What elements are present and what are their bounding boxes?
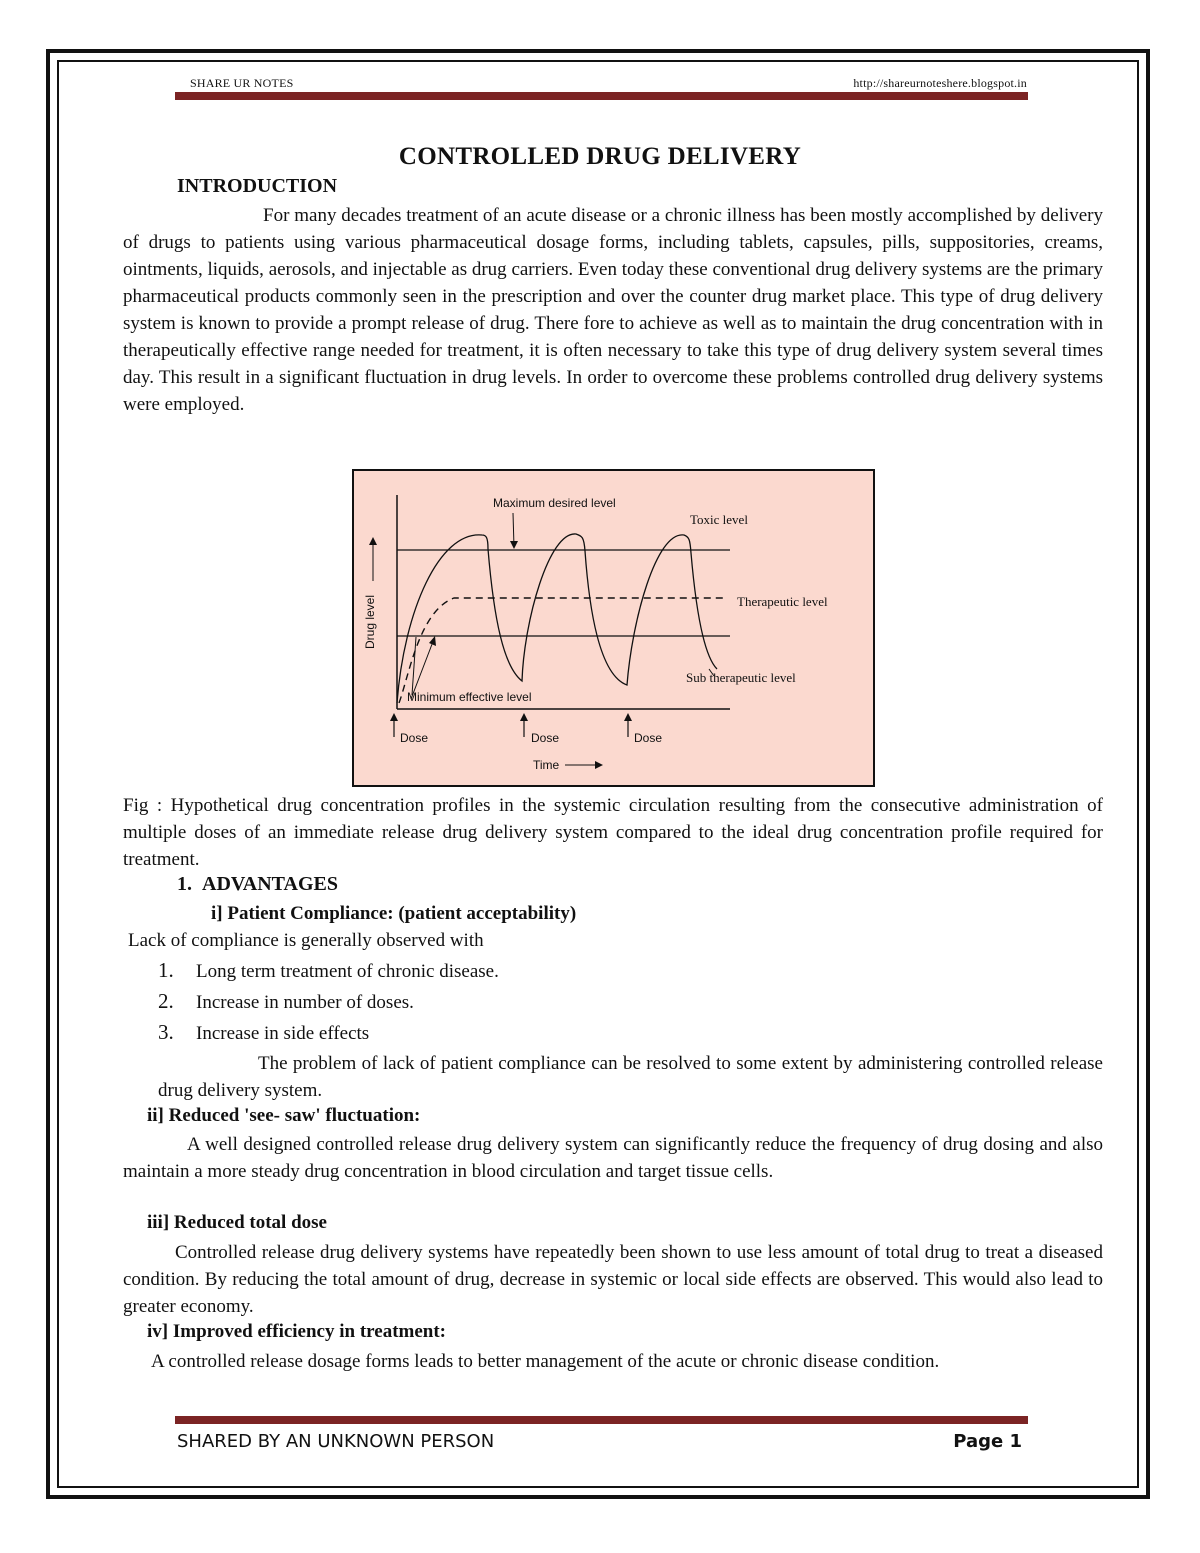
dose-arrowhead-1 (390, 713, 398, 721)
page-title: CONTROLLED DRUG DELIVERY (398, 143, 802, 170)
therapeutic-dashed-curve (399, 598, 726, 703)
dose-label-2: Dose (531, 731, 560, 745)
efficiency-heading: iv] Improved efficiency in treatment: (147, 1321, 446, 1342)
advantages-title: ADVANTAGES (202, 873, 338, 895)
subtherapeutic-level-label: Sub therapeutic level (686, 670, 796, 685)
max-level-label: Maximum desired level (493, 496, 616, 510)
figure-caption: Fig : Hypothetical drug concentration profiles in the systemic circulation resulting from the consecutive administration of multiple doses of an immediate release drug delivery system compared to the ideal drug concentration profile required for treatment. (123, 795, 1103, 870)
dose-arrowhead-3 (624, 713, 632, 721)
list-item: Long term treatment of chronic disease. (196, 961, 499, 982)
introduction-heading: INTRODUCTION (177, 175, 338, 197)
list-item: Increase in side effects (196, 1023, 370, 1044)
introduction-paragraph: For many decades treatment of an acute disease or a chronic illness has been mostly accomplished by delivery of drugs to patients using various pharmaceutical dosage forms, including tablets, capsules, pills, suppositories, creams, ointments, liquids, aerosols, and injectable as drug carriers. Even today these conventional drug delivery systems are the primary pharmaceutical products commonly seen in the prescription and over the counter drug market place. This type of drug delivery system is known to provide a prompt release of drug. There fore to achieve as well as to maintain the drug concentration with in therapeutically effective range needed for treatment, it is often necessary to take this type of drug delivery system several times day. This result in a significant fluctuation in drug levels. In order to overcome these problems controlled drug delivery systems were employed. (123, 205, 1103, 415)
seesaw-paragraph: A well designed controlled release drug delivery system can significantly reduce the frequency of drug dosing and also maintain a more steady drug concentration in blood circulation and target tissue cells. (123, 1134, 1103, 1182)
patient-compliance-paragraph: The problem of lack of patient compliance can be resolved to some extent by administering controlled release drug delivery system. (158, 1053, 1103, 1101)
list-item-number: 1. (158, 958, 174, 982)
total-dose-heading: iii] Reduced total dose (147, 1212, 327, 1233)
page-number: Page 1 (953, 1431, 1022, 1452)
footer-left: SHARED BY AN UNKNOWN PERSON (177, 1431, 495, 1452)
dose-label-1: Dose (400, 731, 429, 745)
footer-rule (175, 1416, 1028, 1424)
list-item-number: 2. (158, 989, 174, 1013)
patient-compliance-lead: Lack of compliance is generally observed with (128, 930, 484, 951)
header-rule (175, 92, 1028, 100)
header-right: http://shareurnoteshere.blogspot.in (853, 76, 1027, 90)
patient-compliance-heading: i] Patient Compliance: (patient acceptability) (211, 903, 577, 924)
min-level-label: Minimum effective level (407, 690, 532, 704)
therapeutic-level-label: Therapeutic level (737, 594, 828, 609)
seesaw-heading: ii] Reduced 'see- saw' fluctuation: (147, 1105, 421, 1126)
toxic-level-label: Toxic level (690, 512, 748, 527)
efficiency-paragraph: A controlled release dosage forms leads to better management of the acute or chronic disease condition. (151, 1351, 940, 1372)
header-left: SHARE UR NOTES (190, 76, 294, 90)
list-item: Increase in number of doses. (196, 992, 414, 1013)
x-axis-arrowhead (595, 761, 603, 769)
drug-level-figure (352, 469, 875, 787)
drug-level-diagram (354, 471, 873, 785)
y-axis-arrowhead (369, 537, 377, 545)
y-axis-label: Drug level (363, 594, 377, 649)
drug-level-curve (397, 534, 717, 703)
min-level-arrowhead (429, 636, 436, 646)
dose-arrowhead-2 (520, 713, 528, 721)
total-dose-paragraph: Controlled release drug delivery systems have repeatedly been shown to use less amount of total drug to treat a diseased condition. By reducing the total amount of drug, decrease in systemic or local side effects are observed. This would also lead to greater economy. (123, 1242, 1103, 1317)
advantages-heading (177, 873, 338, 896)
advantages-number: 1. (177, 873, 192, 895)
dose-label-3: Dose (634, 731, 663, 745)
x-axis-label: Time (533, 758, 560, 772)
max-level-arrowhead (510, 541, 518, 549)
list-item-number: 3. (158, 1020, 174, 1044)
